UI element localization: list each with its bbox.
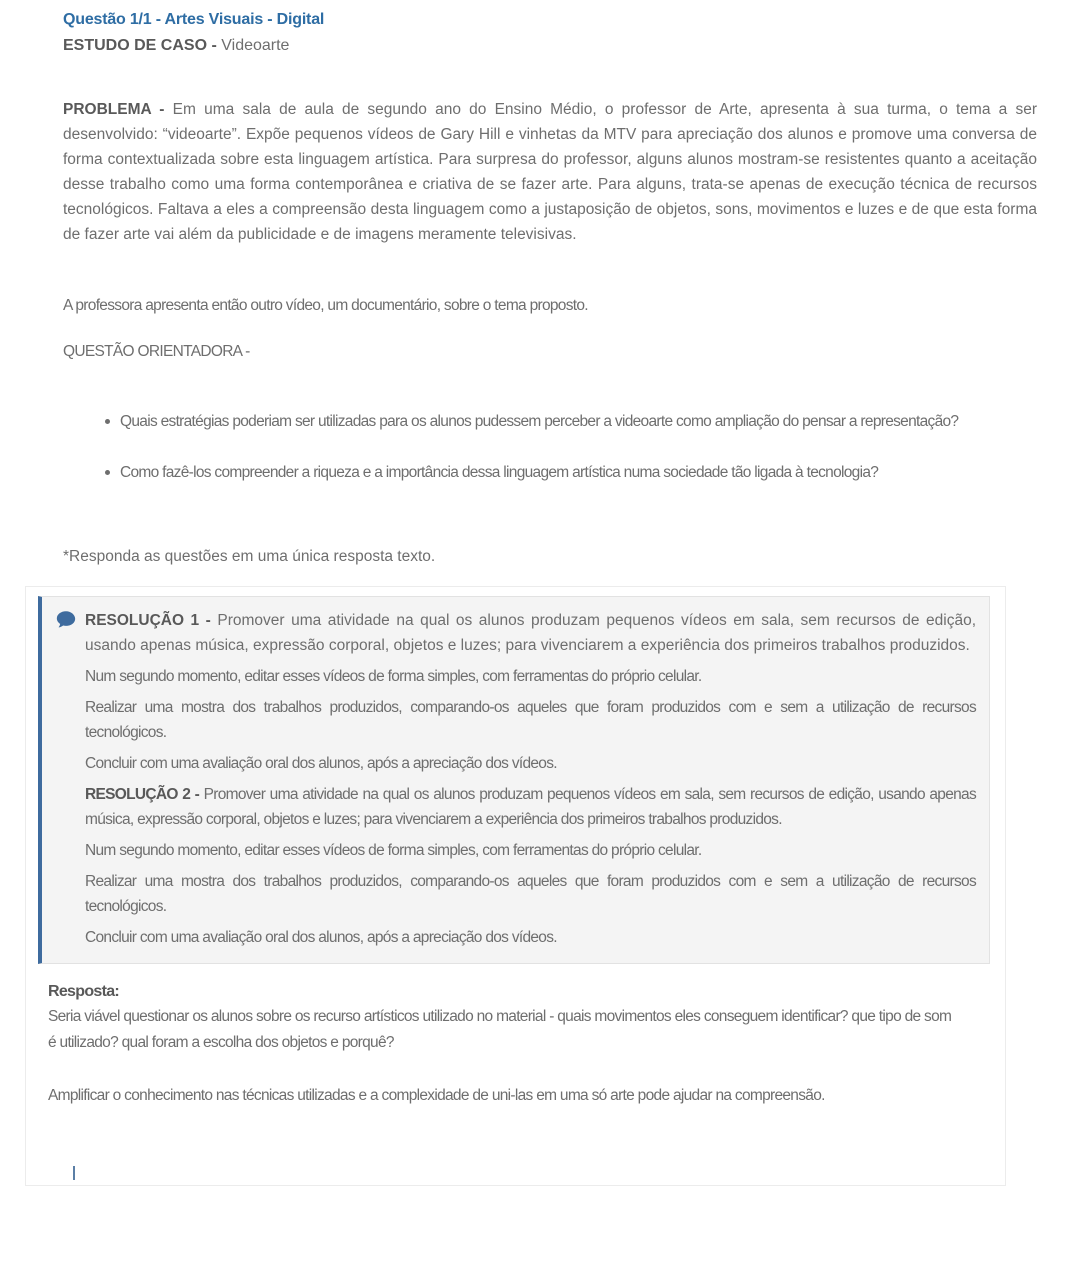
- answer-instruction-note: *Responda as questões em uma única resposta texto.: [63, 548, 436, 565]
- question-content: [0, 0, 1082, 569]
- speech-bubble-icon: [55, 609, 77, 631]
- resolution-2-step: Realizar uma mostra dos trabalhos produzidos, comparando-os aqueles que foram produzidos com e sem a utilização de recursos tecnológicos.: [85, 873, 976, 915]
- answer-paragraph: Seria viável questionar os alunos sobre os recurso artísticos utilizado no material - quais movimentos eles conseguem identificar? que tipo de som é utilizado? qual foram a escolha dos objetos e porquê?: [48, 1008, 952, 1051]
- resolution-2-label: RESOLUÇÃO 2 -: [85, 786, 200, 803]
- answer-panel: [25, 586, 1006, 1186]
- list-item: Como fazê-los compreender a riqueza e a importância dessa linguagem artística numa sociedade tão ligada à tecnologia?: [105, 459, 1020, 487]
- problem-paragraph: [63, 97, 1037, 247]
- resolution-2-step: Num segundo momento, editar esses vídeos de forma simples, com ferramentas do próprio celular.: [85, 842, 702, 859]
- resolution-1-step: Num segundo momento, editar esses vídeos de forma simples, com ferramentas do próprio celular.: [85, 668, 702, 685]
- problem-text: Em uma sala de aula de segundo ano do Ensino Médio, o professor de Arte, apresenta à sua turma, o tema a ser desenvolvido: “videoarte”. Expõe pequenos vídeos de Gary Hill e vinhetas da MTV para apreciação dos alunos e promove uma conversa de forma contextualizada sobre esta linguagem artística. Para surpresa do professor, alguns alunos mostram-se resistentes quanto a aceitação desse trabalho como uma forma contemporânea e criativa de se fazer arte. Para alguns, trata-se apenas de execução técnica de recursos tecnológicos. Faltava a eles a compreensão desta linguagem como a justaposição de objetos, sons, movimentos e luzes e de que esta forma de fazer arte vai além da publicidade e de imagens meramente televisivas.: [63, 101, 1037, 243]
- resolution-2-step: Concluir com uma avaliação oral dos alunos, após a apreciação dos vídeos.: [85, 929, 557, 946]
- text-cursor: [73, 1166, 75, 1180]
- student-answer-area[interactable]: [38, 964, 991, 1109]
- case-study-label: ESTUDO DE CASO -: [63, 37, 217, 54]
- guiding-question-label: QUESTÃO ORIENTADORA -: [63, 343, 250, 360]
- resolution-1-paragraph: [85, 608, 976, 658]
- resolution-1-step: Concluir com uma avaliação oral dos alunos, após a apreciação dos vídeos.: [85, 755, 557, 772]
- intro-paragraph: A professora apresenta então outro vídeo, um documentário, sobre o tema proposto.: [63, 297, 588, 314]
- case-study-topic: Videoarte: [221, 37, 290, 54]
- resolution-1-label: RESOLUÇÃO 1 -: [85, 612, 211, 629]
- resolution-1-text: Promover uma atividade na qual os alunos produzam pequenos vídeos em sala, sem recursos de edição, usando apenas música, expressão corporal, objetos e luzes; para vivenciarem a experiência dos primeiros trabalhos produzidos.: [85, 612, 977, 654]
- problem-label: PROBLEMA -: [63, 101, 165, 118]
- answer-label: Resposta:: [48, 983, 120, 1000]
- resolution-2-paragraph: [85, 782, 976, 832]
- guiding-question-list: [63, 408, 1037, 487]
- resolution-box: [38, 596, 990, 964]
- list-item: Quais estratégias poderiam ser utilizadas para os alunos pudessem perceber a videoarte como ampliação do pensar a representação?: [105, 408, 1020, 436]
- resolution-2-text: Promover uma atividade na qual os alunos produzam pequenos vídeos em sala, sem recursos de edição, usando apenas música, expressão corporal, objetos e luzes; para vivenciarem a experiência dos primeiros trabalhos produzidos.: [85, 786, 977, 828]
- case-study-line: [63, 35, 1037, 57]
- answer-paragraph: Amplificar o conhecimento nas técnicas utilizadas e a complexidade de uni-las em uma só arte pode ajudar na compreensão.: [48, 1087, 825, 1104]
- question-title: Questão 1/1 - Artes Visuais - Digital: [63, 11, 325, 28]
- resolution-1-step: Realizar uma mostra dos trabalhos produzidos, comparando-os aqueles que foram produzidos com e sem a utilização de recursos tecnológicos.: [85, 699, 976, 741]
